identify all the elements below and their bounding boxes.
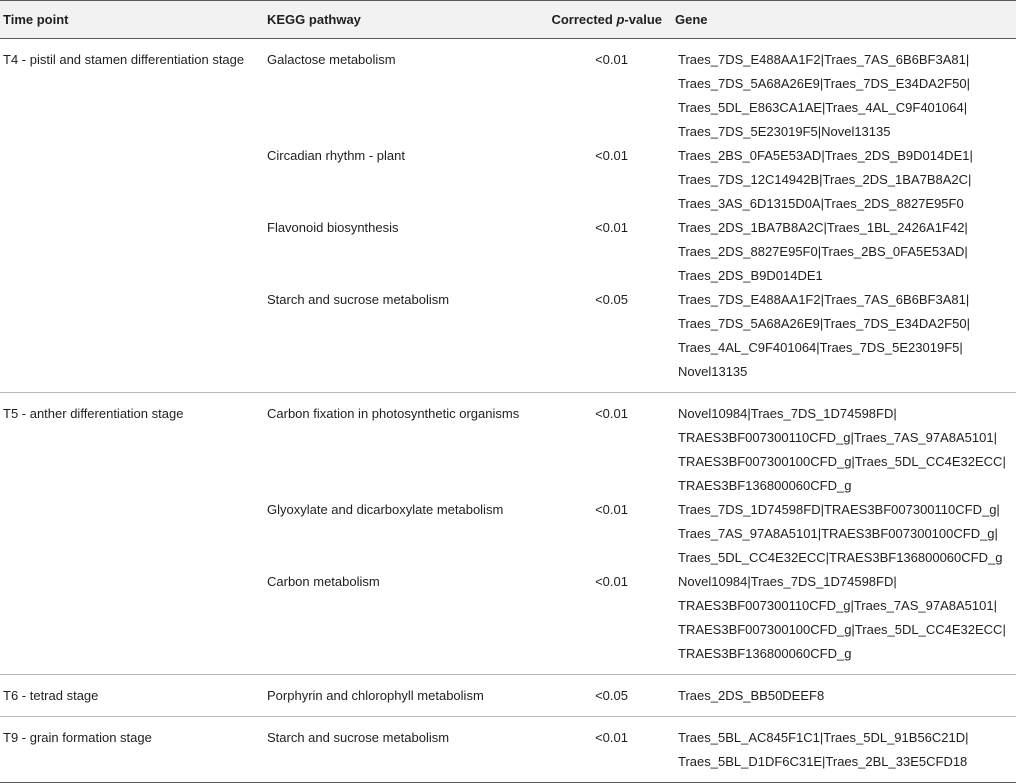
time-point-cell (0, 288, 264, 393)
gene-line: Traes_7DS_E488AA1F2|Traes_7AS_6B6BF3A81| (678, 52, 970, 67)
gene-line: Traes_7DS_E488AA1F2|Traes_7AS_6B6BF3A81| (678, 292, 970, 307)
pvalue-cell: <0.01 (595, 502, 628, 517)
pvalue-cell: <0.01 (595, 220, 628, 235)
gene-line: TRAES3BF007300100CFD_g|Traes_5DL_CC4E32ECC| (678, 454, 1006, 469)
header-pvalue-italic: p (616, 12, 625, 27)
kegg-pathway-cell: Porphyrin and chlorophyll metabolism (264, 675, 541, 717)
time-point-cell: T4 - pistil and stamen differentiation stage (3, 52, 245, 67)
gene-cell (672, 717, 1016, 783)
header-pvalue-suffix: -value (624, 12, 662, 27)
time-point-cell (0, 498, 264, 570)
gene-line: Traes_2DS_8827E95F0|Traes_2BS_0FA5E53AD| (678, 244, 968, 259)
time-point-cell: T5 - anther differentiation stage (3, 406, 184, 421)
gene-line: Traes_5DL_E863CA1AE|Traes_4AL_C9F401064| (678, 100, 968, 115)
pvalue-cell: <0.01 (595, 148, 628, 163)
table-header (0, 1, 1016, 39)
table-row (0, 675, 1016, 717)
gene-line: Traes_2DS_1BA7B8A2C|Traes_1BL_2426A1F42| (678, 220, 968, 235)
gene-line: Novel10984|Traes_7DS_1D74598FD| (678, 406, 897, 421)
gene-line: Traes_7DS_5A68A26E9|Traes_7DS_E34DA2F50| (678, 76, 970, 91)
gene-line: TRAES3BF136800060CFD_g (678, 646, 852, 661)
gene-cell (672, 288, 1016, 393)
kegg-pathway-cell: Glyoxylate and dicarboxylate metabolism (267, 502, 504, 517)
gene-line: Traes_7DS_12C14942B|Traes_2DS_1BA7B8A2C| (678, 172, 972, 187)
kegg-pathway-cell: Carbon fixation in photosynthetic organisms (267, 406, 520, 421)
gene-line: Traes_7DS_5E23019F5|Novel13135 (678, 124, 891, 139)
gene-cell (672, 216, 1016, 288)
gene-line: TRAES3BF136800060CFD_g (678, 478, 852, 493)
pvalue-cell: <0.01 (595, 406, 628, 421)
header-corrected-pvalue (541, 1, 672, 39)
gene-line: Novel13135 (678, 364, 748, 379)
header-pvalue-prefix: Corrected (551, 12, 617, 27)
pvalue-cell: <0.01 (541, 570, 672, 675)
header-row (0, 1, 1016, 39)
gene-line: TRAES3BF007300110CFD_g|Traes_7AS_97A8A5101| (678, 598, 997, 613)
table-body (0, 39, 1016, 783)
header-kegg-pathway: KEGG pathway (264, 1, 541, 39)
time-point-cell (0, 144, 264, 216)
gene-line: Traes_5BL_AC845F1C1|Traes_5DL_91B56C21D| (678, 730, 969, 745)
time-point-cell: T9 - grain formation stage (0, 717, 264, 783)
kegg-pathway-cell: Flavonoid biosynthesis (267, 220, 399, 235)
kegg-pathway-cell: Circadian rhythm - plant (267, 148, 405, 163)
gene-line: Traes_4AL_C9F401064|Traes_7DS_5E23019F5| (678, 340, 963, 355)
gene-cell (672, 675, 1016, 717)
time-point-cell: T6 - tetrad stage (0, 675, 264, 717)
gene-line: Traes_3AS_6D1315D0A|Traes_2DS_8827E95F0 (678, 196, 964, 211)
table-row (0, 144, 1016, 216)
pvalue-cell: <0.05 (541, 675, 672, 717)
gene-line: Traes_5DL_CC4E32ECC|TRAES3BF136800060CFD_g (678, 550, 1003, 565)
table-row (0, 498, 1016, 570)
table-row (0, 393, 1016, 499)
gene-cell (672, 144, 1016, 216)
kegg-pathway-cell: Starch and sucrose metabolism (264, 288, 541, 393)
pvalue-cell: <0.05 (541, 288, 672, 393)
gene-line: Traes_2BS_0FA5E53AD|Traes_2DS_B9D014DE1| (678, 148, 973, 163)
pvalue-cell: <0.01 (541, 717, 672, 783)
gene-line: TRAES3BF007300100CFD_g|Traes_5DL_CC4E32ECC| (678, 622, 1006, 637)
gene-line: Traes_7AS_97A8A5101|TRAES3BF007300100CFD_g| (678, 526, 998, 541)
gene-line: Traes_2DS_BB50DEEF8 (678, 688, 825, 703)
table-row (0, 216, 1016, 288)
time-point-cell (0, 216, 264, 288)
gene-cell (672, 570, 1016, 675)
time-point-cell (0, 570, 264, 675)
gene-cell (672, 393, 1016, 499)
gene-cell (672, 39, 1016, 145)
header-time-point: Time point (0, 1, 264, 39)
header-gene: Gene (672, 1, 1016, 39)
table-row (0, 717, 1016, 783)
gene-line: Traes_2DS_B9D014DE1 (678, 268, 823, 283)
kegg-pathway-cell: Starch and sucrose metabolism (264, 717, 541, 783)
kegg-pathway-cell: Carbon metabolism (264, 570, 541, 675)
kegg-pathway-cell: Galactose metabolism (267, 52, 396, 67)
table-row (0, 288, 1016, 393)
table-row (0, 39, 1016, 145)
gene-line: Novel10984|Traes_7DS_1D74598FD| (678, 574, 897, 589)
table-row (0, 570, 1016, 675)
gene-cell (672, 498, 1016, 570)
pvalue-cell: <0.01 (595, 52, 628, 67)
gene-line: Traes_7DS_5A68A26E9|Traes_7DS_E34DA2F50| (678, 316, 970, 331)
gene-line: TRAES3BF007300110CFD_g|Traes_7AS_97A8A5101| (678, 430, 997, 445)
gene-line: Traes_5BL_D1DF6C31E|Traes_2BL_33E5CFD18 (678, 754, 968, 769)
gene-line: Traes_7DS_1D74598FD|TRAES3BF007300110CFD_g| (678, 502, 1000, 517)
